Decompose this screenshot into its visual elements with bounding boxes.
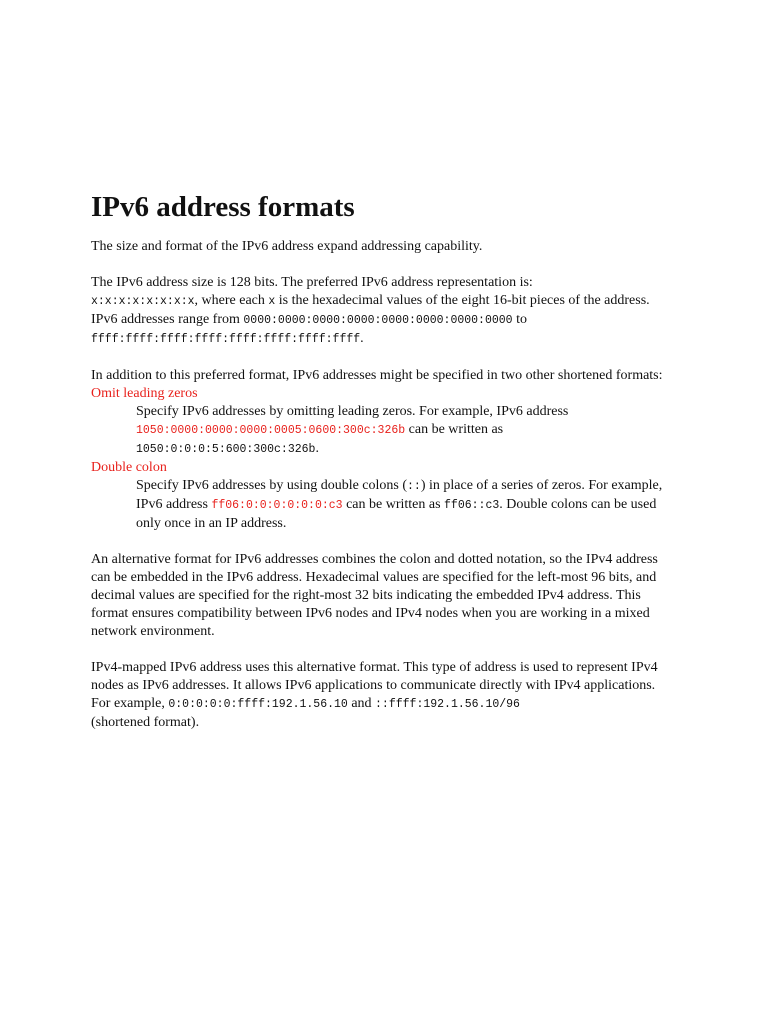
text-run: can be written as <box>405 422 504 437</box>
code-address-pattern: x:x:x:x:x:x:x:x <box>91 295 195 308</box>
code-range-end: ffff:ffff:ffff:ffff:ffff:ffff:ffff:ffff <box>91 333 361 346</box>
page-title: IPv6 address formats <box>91 191 355 223</box>
term-double-colon: Double colon <box>91 460 167 475</box>
text-run: . <box>315 441 319 456</box>
definition-double-colon <box>136 477 668 533</box>
address-size-paragraph <box>91 274 668 349</box>
code-example-short: ff06::c3 <box>444 499 500 512</box>
code-x: x <box>268 295 276 308</box>
term-omit-leading-zeros: Omit leading zeros <box>91 386 198 401</box>
text-run: and <box>347 696 376 711</box>
code-example-long: ff06:0:0:0:0:0:0:c3 <box>211 499 343 512</box>
definition-omit-leading-zeros <box>136 403 668 459</box>
code-mapped-full: 0:0:0:0:0:ffff:192.1.56.10 <box>168 698 348 711</box>
text-run: . Double colons can be used only once in an IP address. <box>136 497 657 531</box>
code-range-start: 0000:0000:0000:0000:0000:0000:0000:0000 <box>243 314 513 327</box>
text-run: Specify IPv6 addresses by using double colons ( <box>136 478 408 493</box>
text-run: , where each <box>194 293 269 308</box>
code-double-colon: :: <box>407 480 421 493</box>
code-mapped-short: ::ffff:192.1.56.10/96 <box>375 698 520 711</box>
text-run: . <box>360 331 364 346</box>
text-run: (shortened format). <box>91 715 200 730</box>
code-example-long: 1050:0000:0000:0000:0005:0600:300c:326b <box>136 424 406 437</box>
text-run: Specify IPv6 addresses by omitting leading zeros. For example, IPv6 address <box>136 404 569 419</box>
text-run: The IPv6 address size is 128 bits. The preferred IPv6 address representation is: <box>91 275 533 290</box>
ipv4-mapped-paragraph <box>91 659 668 732</box>
intro-paragraph: The size and format of the IPv6 address expand addressing capability. <box>91 239 483 254</box>
text-run: to <box>512 312 527 327</box>
text-run: is the hexadecimal values of the eight 16-bit pieces of the address. IPv6 addresses range from <box>91 293 650 327</box>
code-example-short: 1050:0:0:0:5:600:300c:326b <box>136 443 316 456</box>
shortened-formats-intro: In addition to this preferred format, IPv6 addresses might be specified in two other shortened formats: <box>91 368 663 383</box>
text-run: can be written as <box>342 497 445 512</box>
alternative-format-paragraph: An alternative format for IPv6 addresses combines the colon and dotted notation, so the IPv4 address can be embedded in the IPv6 address. Hexadecimal values are specified for the left-most 96 bits, and decimal values are specified for the right-most 32 bits indicating the embedded IPv4 address. This format ensures compatibility between IPv6 nodes and IPv4 nodes when you are working in a mixed network environment. <box>91 552 658 639</box>
text-run: ) in place of a series of zeros. For example, IPv6 address <box>136 478 663 512</box>
text-run: IPv4-mapped IPv6 address uses this alternative format. This type of address is used to represent IPv4 nodes as IPv6 addresses. It allows IPv6 applications to communicate directly with IPv4 applications. For example, <box>91 660 658 711</box>
